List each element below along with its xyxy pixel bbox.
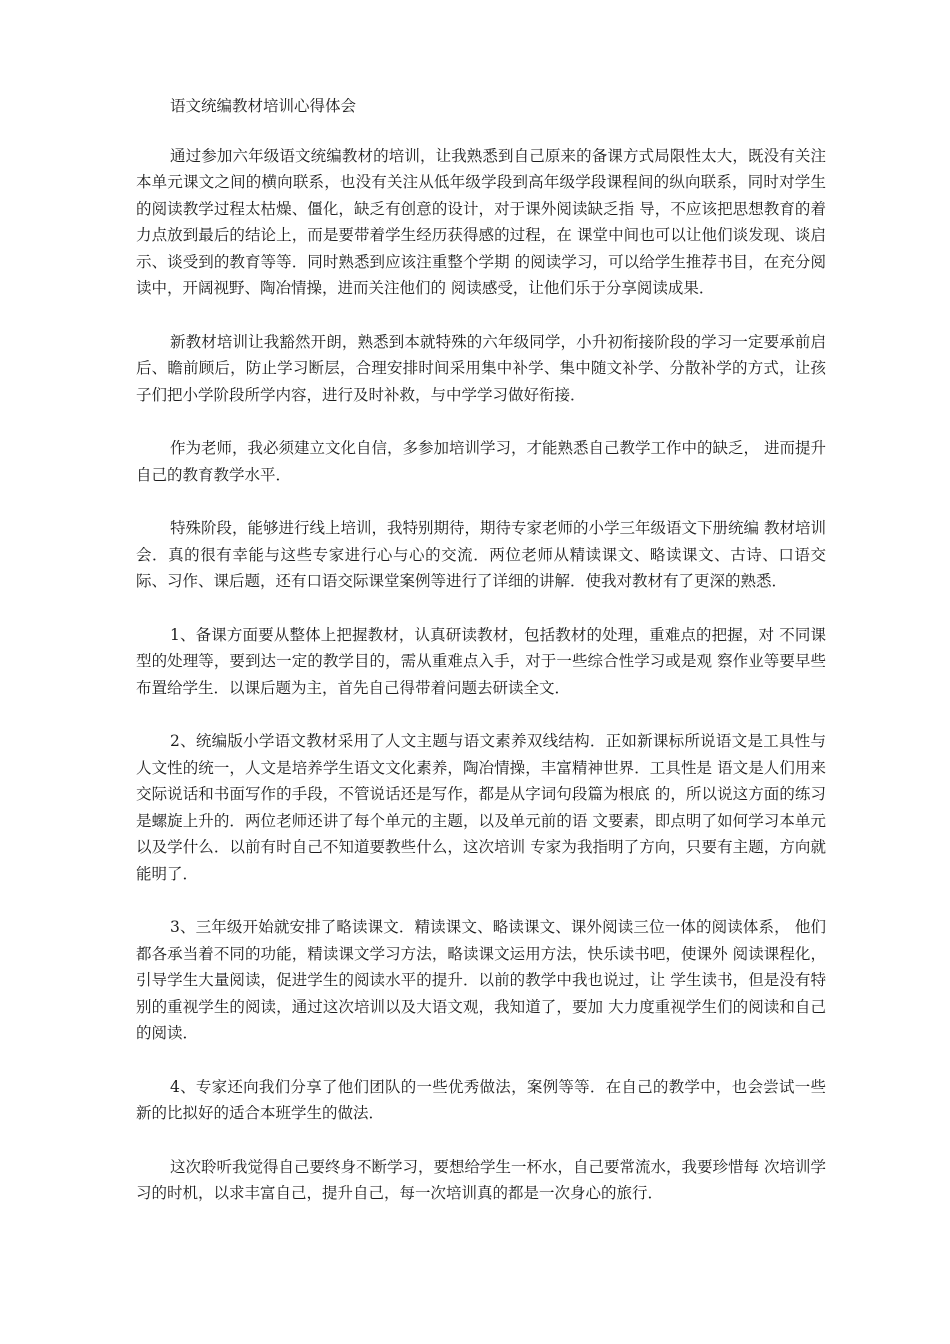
paragraph-intro: 通过参加六年级语文统编教材的培训，让我熟悉到自己原来的备课方式局限性太大，既没有关注本单元课文之间的横向联系，也没有关注从低年级学段到高年级学段课程间的纵向联系，同时对学生的阅读教学过程太枯燥、僵化，缺乏有创意的设计，对于课外阅读缺乏指 导，不应该把思想教育的着力点放到最后的结论上，而是要带着学生经历获得感的过程，在 课堂中间也可以让他们谈发现、谈启示、谈受到的教育等等．同时熟悉到应该注重整个学期 的阅读学习，可以给学生推荐书目，在充分阅读中，开阔视野、陶冶情操，进而关注他们的 阅读感受，让他们乐于分享阅读成果． <box>136 146 826 297</box>
paragraph-point-3: 3、三年级开始就安排了略读课文．精读课文、略读课文、课外阅读三位一体的阅读体系， 他们都各承当着不同的功能，精读课文学习方法，略读课文运用方法，快乐读书吧，使课外 阅读课程化，引导学生大量阅读，促进学生的阅读水平的提升．以前的教学中我也说过，让 学生读书，但是没有特别的重视学生的阅读，通过这次培训以及大语文观，我知道了，要加 大力度重视学生们的阅读和自己的阅读． <box>136 918 826 1042</box>
paragraph-point-4: 4、专家还向我们分享了他们团队的一些优秀做法，案例等等．在自己的教学中，也会尝试一些新的比拟好的适合本班学生的做法． <box>136 1077 826 1122</box>
paragraph-conclusion: 这次聆听我觉得自己要终身不断学习，要想给学生一杯水，自己要常流水，我要珍惜每 次培训学习的时机，以求丰富自己，提升自己，每一次培训真的都是一次身心的旅行． <box>136 1157 826 1202</box>
paragraph-online-training: 特殊阶段，能够进行线上培训，我特别期待，期待专家老师的小学三年级语文下册统编 教材培训会．真的很有幸能与这些专家进行心与心的交流．两位老师从精读课文、略读课文、古诗、口语交际、习作、课后题，还有口语交际课堂案例等进行了详细的讲解．使我对教材有了更深的熟悉． <box>136 519 826 590</box>
paragraph-teacher: 作为老师，我必须建立文化自信，多参加培训学习，才能熟悉自己教学工作中的缺乏， 进而提升自己的教育教学水平． <box>136 439 826 484</box>
document-title: 语文统编教材培训心得体会 <box>170 97 357 115</box>
document-body <box>136 93 826 1234</box>
paragraph-new-textbook: 新教材培训让我豁然开朗，熟悉到本就特殊的六年级同学，小升初衔接阶段的学习一定要承前启后、瞻前顾后，防止学习断层，合理安排时间采用集中补学、集中随文补学、分散补学的方式，让孩子们把小学阶段所学内容，进行及时补救，与中学学习做好衔接． <box>136 332 826 404</box>
paragraph-point-2: 2、统编版小学语文教材采用了人文主题与语文素养双线结构．正如新课标所说语文是工具性与人文性的统一，人文是培养学生语文文化素养，陶冶情操，丰富精神世界．工具性是 语文是人们用来交际说话和书面写作的手段，不管说话还是写作，都是从字词句段篇为根底 的，所以说这方面的练习是螺旋上升的．两位老师还讲了每个单元的主题，以及单元前的语 文要素，即点明了如何学习本单元以及学什么．以前有时自己不知道要教些什么，这次培训 专家为我指明了方向，只要有主题，方向就能明了． <box>136 732 826 883</box>
paragraph-point-1: 1、备课方面要从整体上把握教材，认真研读教材，包括教材的处理，重难点的把握，对 不同课型的处理等，要到达一定的教学目的，需从重难点入手，对于一些综合性学习或是观 察作业等要早些布置给学生．以课后题为主，首先自己得带着问题去研读全文． <box>136 625 826 697</box>
